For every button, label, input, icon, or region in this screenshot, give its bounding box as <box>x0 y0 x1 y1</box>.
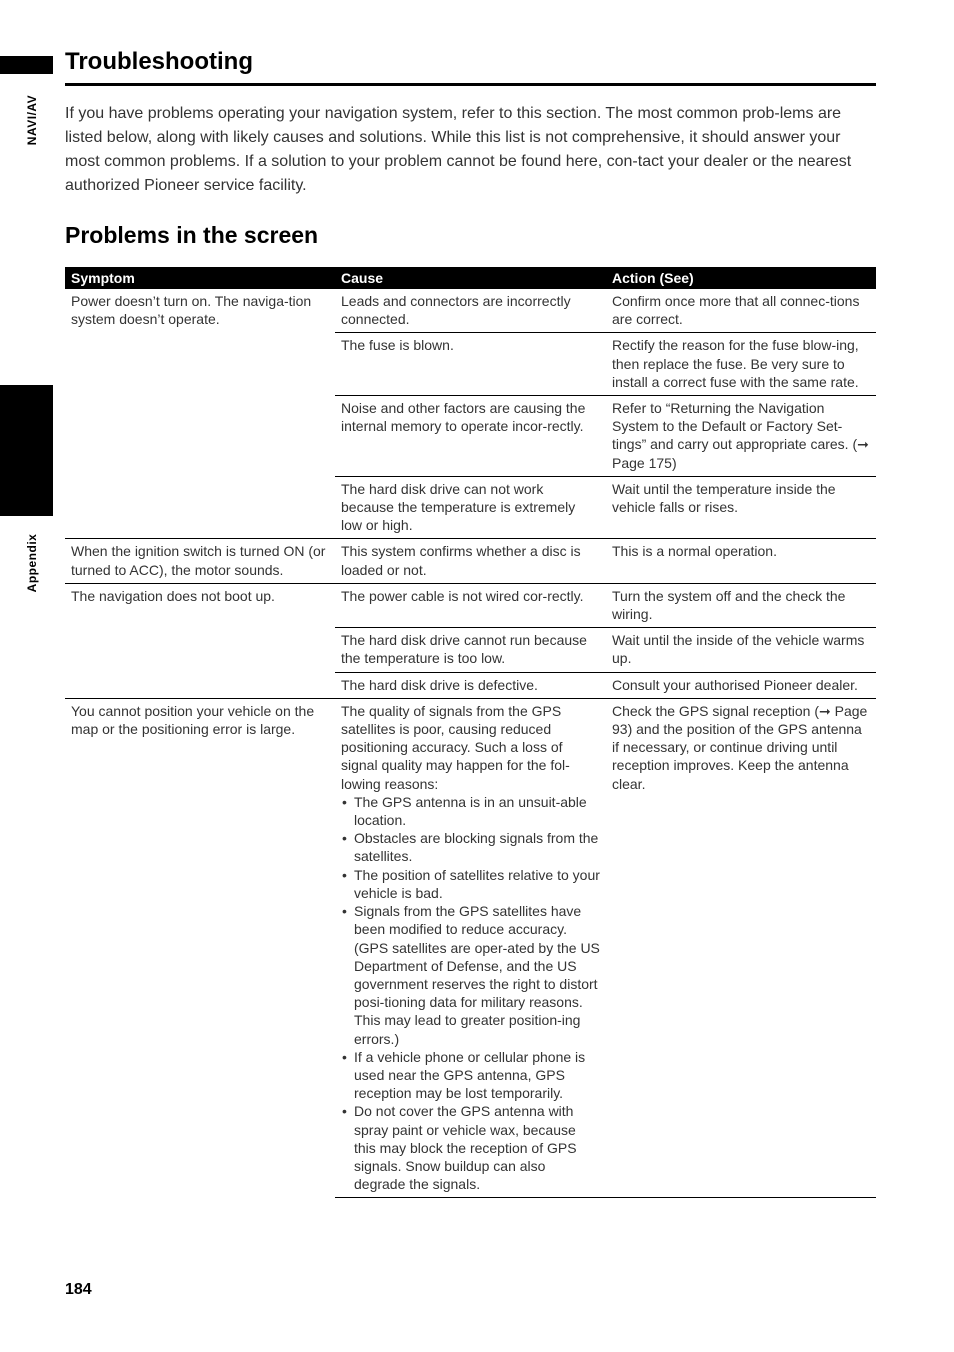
list-item: • If a vehicle phone or cellular phone is used near the GPS antenna, GPS reception may be lost temporarily. <box>341 1048 600 1103</box>
header-action: Action (See) <box>606 267 876 289</box>
page-title: Troubleshooting <box>65 48 253 75</box>
appendix-tab-marker <box>0 385 53 516</box>
symptom-cell: The navigation does not boot up. <box>65 583 335 698</box>
section-tab-marker <box>0 56 53 74</box>
cause-cell: The hard disk drive can not work because the temperature is extremely low or high. <box>335 476 606 539</box>
intro-paragraph: If you have problems operating your navigation system, refer to this section. The most common prob-lems are listed below, along with likely causes and solutions. While this list is not comprehensive, it should answer your most common problems. If a solution to your problem cannot be found here, con-tact your dealer or the nearest authorized Pioneer service facility. <box>65 105 852 194</box>
cause-cell: The fuse is blown. <box>335 333 606 396</box>
title-rule <box>65 83 876 86</box>
symptom-cell: You cannot position your vehicle on the map or the positioning error is large. <box>71 702 315 738</box>
action-cell: Wait until the temperature inside the vehicle falls or rises. <box>606 476 876 539</box>
cause-cell: This system confirms whether a disc is loaded or not. <box>335 539 606 583</box>
header-symptom: Symptom <box>65 267 335 289</box>
action-cell: Consult your authorised Pioneer dealer. <box>606 672 876 698</box>
symptom-cell: Power doesn’t turn on. The naviga-tion system doesn’t operate. <box>65 289 335 539</box>
list-item: • Signals from the GPS satellites have been modified to reduce accuracy. (GPS satellites are oper-ated by the US Department of Defense, and the US government reserves the right to distort posi-tioning data for military reasons. This may lead to greater position-ing errors.) <box>341 902 600 1048</box>
troubleshooting-table <box>65 267 876 1198</box>
cause-cell <box>335 698 606 1197</box>
cause-cell: The hard disk drive cannot run because the temperature is too low. <box>335 628 606 672</box>
table-row <box>65 289 876 333</box>
table-header-row <box>65 267 876 289</box>
cause-cell: Leads and connectors are incorrectly connected. <box>335 289 606 333</box>
table-row <box>65 583 876 627</box>
page-number: 184 <box>65 1281 92 1298</box>
list-item: • The position of satellites relative to your vehicle is bad. <box>341 866 600 902</box>
symptom-cell: When the ignition switch is turned ON (or turned to ACC), the motor sounds. <box>65 539 335 583</box>
table-row <box>65 539 876 583</box>
cause-cell: The power cable is not wired cor-rectly. <box>335 583 606 627</box>
list-item: • Obstacles are blocking signals from the satellites. <box>341 829 600 865</box>
section-title: Problems in the screen <box>65 222 319 248</box>
header-cause: Cause <box>335 267 606 289</box>
cause-cell: Noise and other factors are causing the internal memory to operate incor-rectly. <box>335 396 606 477</box>
section-tab-label: NAVI/AV <box>25 94 39 146</box>
action-cell: Wait until the inside of the vehicle warms up. <box>606 628 876 672</box>
action-cell: Check the GPS signal reception (➞ Page 93) and the position of the GPS antenna if necessary, or continue driving until reception improves. Keep the antenna clear. <box>606 698 876 1197</box>
appendix-tab-label: Appendix <box>25 533 39 593</box>
action-cell: Confirm once more that all connec-tions are correct. <box>606 289 876 333</box>
action-cell: Rectify the reason for the fuse blow-ing, then replace the fuse. Be very sure to install a correct fuse with the same rate. <box>606 333 876 396</box>
cause-text: The quality of signals from the GPS satellites is poor, causing reduced positioning accuracy. Such a loss of signal quality may happen for the fol-lowing reasons: <box>341 702 570 792</box>
list-item: • The GPS antenna is in an unsuit-able location. <box>341 793 600 829</box>
list-item: • Do not cover the GPS antenna with spray paint or vehicle wax, because this may block the reception of GPS signals. Snow buildup can also degrade the signals. <box>341 1102 600 1193</box>
table-row <box>65 698 876 1197</box>
cause-cell: The hard disk drive is defective. <box>335 672 606 698</box>
action-cell: Refer to “Returning the Navigation System to the Default or Factory Set-tings” and carry out appropriate cares. (➞ Page 175) <box>606 396 876 477</box>
cause-bullet-list <box>341 793 600 1193</box>
action-cell: This is a normal operation. <box>606 539 876 583</box>
action-cell: Turn the system off and the check the wiring. <box>606 583 876 627</box>
